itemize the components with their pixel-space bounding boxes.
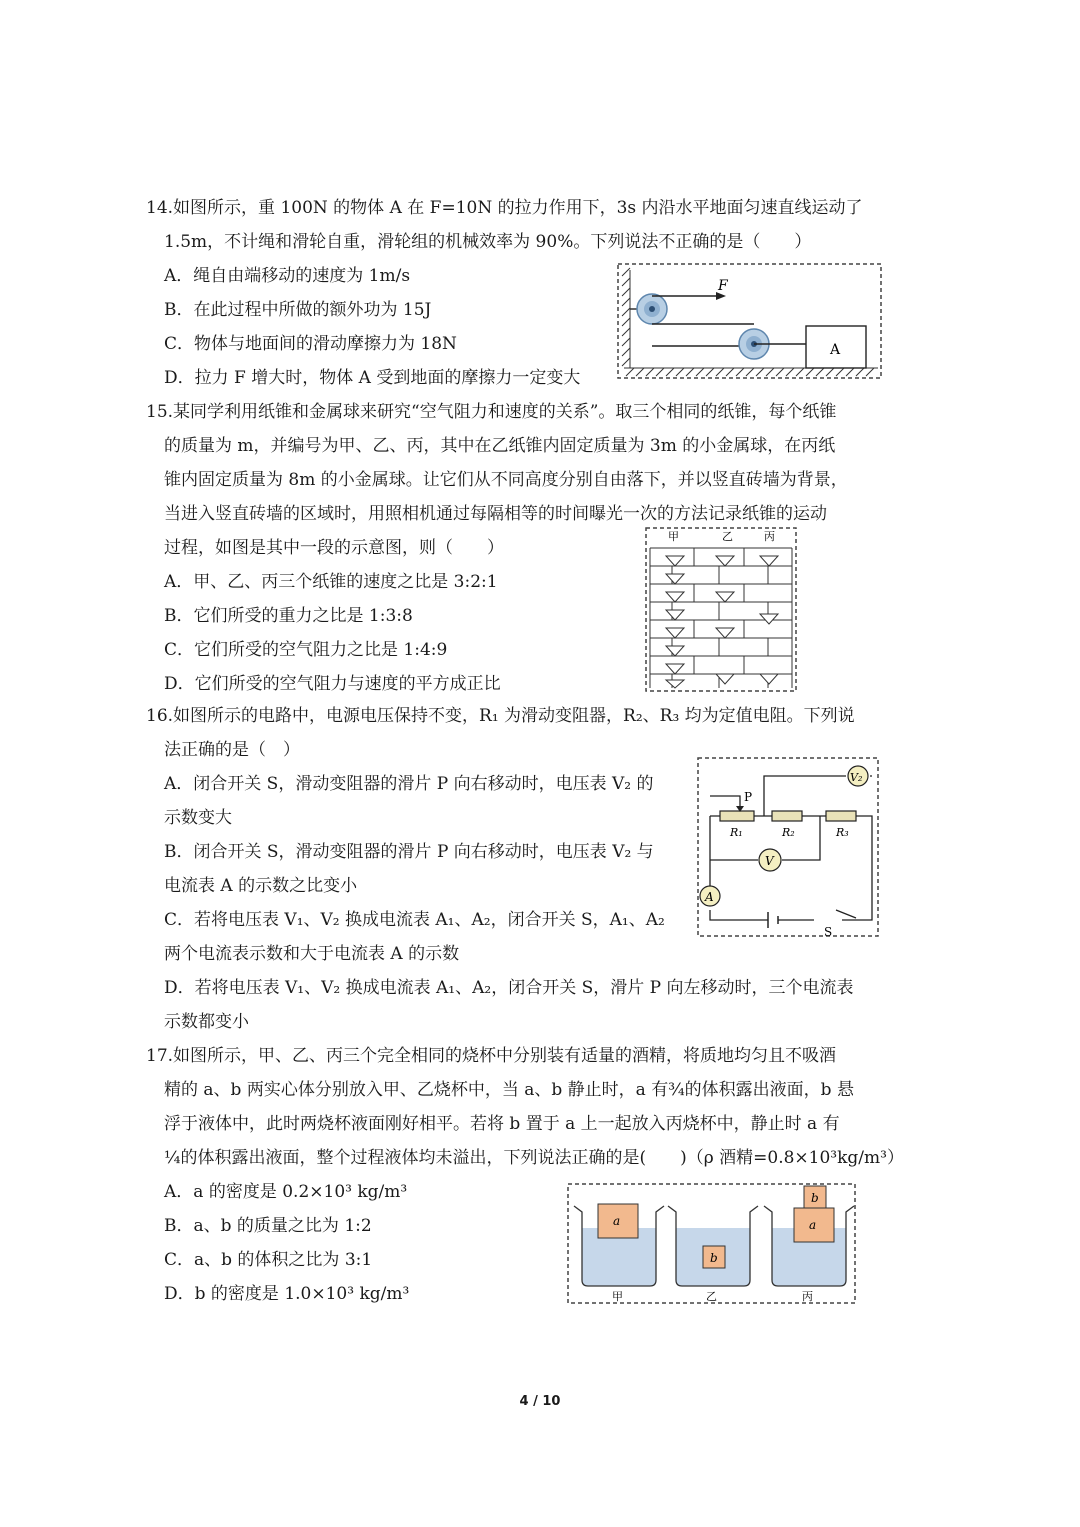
force-label: F	[718, 278, 728, 294]
resistor-r2	[772, 811, 802, 821]
q17-option-a: A．a 的密度是 0.2×10³ kg/m³	[164, 1182, 408, 1202]
q15-stem-line-3: 锥内固定质量为 8m 的小金属球。让它们从不同高度分别自由落下，并以竖直砖墙为背景，	[164, 470, 848, 490]
q17-stem-line-2: 精的 a、b 两实心体分别放入甲、乙烧杯中，当 a、b 静止时，a 有¾的体积露出液面，b 悬	[164, 1080, 854, 1100]
r3-label: R₃	[836, 826, 849, 839]
q14-stem-line-1: 14.如图所示，重 100N 的物体 A 在 F=10N 的拉力作用下，3s 内沿水平地面匀速直线运动了	[146, 198, 863, 218]
q16-option-b-line-1: B．闭合开关 S，滑动变阻器的滑片 P 向右移动时，电压表 V₂ 与	[164, 842, 654, 862]
q15-stem-line-5: 过程，如图是其中一段的示意图，则（ ）	[164, 538, 504, 558]
resistor-r1	[720, 811, 754, 821]
switch-label: S	[824, 925, 833, 939]
wall-icon	[622, 268, 630, 368]
circuit-wires	[710, 776, 872, 920]
q17-stem-line-4: ¼的体积露出液面，整个过程液体均未溢出，下列说法正确的是( )（ρ 酒精=0.8×10³kg/m³）	[164, 1148, 904, 1168]
label-bing: 丙	[764, 530, 775, 543]
q17-option-b: B．a、b 的质量之比为 1:2	[164, 1216, 372, 1236]
q17-option-c: C．a、b 的体积之比为 3:1	[164, 1250, 373, 1270]
voltmeter-v2-icon	[848, 766, 868, 786]
resistor-r3	[826, 811, 856, 821]
ground-icon	[624, 368, 878, 376]
q14-option-b: B．在此过程中所做的额外功为 15J	[164, 300, 432, 320]
q17-stem-line-3: 浮于液体中，此时两烧杯液面刚好相平。若将 b 置于 a 上一起放入丙烧杯中，静止时 a 有	[164, 1114, 840, 1134]
q15-option-b: B．它们所受的重力之比是 1:3:8	[164, 606, 413, 626]
block-b-label-yi: b	[710, 1251, 718, 1265]
cones-jia	[666, 556, 684, 688]
q15-stem-line-4: 当进入竖直砖墙的区域时，用照相机通过每隔相等的时间曝光一次的方法记录纸锥的运动	[164, 504, 827, 524]
v2-label: V₂	[850, 771, 863, 784]
q17-stem-line-1: 17.如图所示，甲、乙、丙三个完全相同的烧杯中分别装有适量的酒精，将质地均匀且不吸酒	[146, 1046, 837, 1066]
beaker-jia	[574, 1204, 664, 1303]
q16-option-d-line-1: D．若将电压表 V₁、V₂ 换成电流表 A₁、A₂，闭合开关 S，滑片 P 向左移动时，三个电流表	[164, 978, 854, 998]
q16-option-a-line-2: 示数变大	[164, 808, 232, 828]
block-a-label-jia: a	[613, 1214, 621, 1228]
block-a-label: A	[830, 342, 841, 358]
q14-option-d: D．拉力 F 增大时，物体 A 受到地面的摩擦力一定变大	[164, 368, 581, 388]
label-jia: 甲	[668, 530, 679, 543]
beaker-yi	[668, 1206, 758, 1303]
slider-p-label: P	[744, 790, 753, 804]
q15-brick-wall-figure	[644, 526, 798, 694]
q16-option-a-line-1: A．闭合开关 S，滑动变阻器的滑片 P 向右移动时，电压表 V₂ 的	[164, 774, 654, 794]
q15-option-c: C．它们所受的空气阻力之比是 1:4:9	[164, 640, 448, 660]
ammeter-label: A	[705, 890, 714, 904]
q17-option-d: D．b 的密度是 1.0×10³ kg/m³	[164, 1284, 410, 1304]
beaker-bing	[764, 1186, 854, 1303]
label-yi: 乙	[722, 530, 733, 543]
block-b-label-bing: b	[811, 1191, 819, 1205]
q16-stem-line-2: 法正确的是（ ）	[164, 740, 300, 760]
q15-option-a: A．甲、乙、丙三个纸锥的速度之比是 3:2:1	[164, 572, 498, 592]
r1-label: R₁	[730, 826, 743, 839]
q15-option-d: D．它们所受的空气阻力与速度的平方成正比	[164, 674, 501, 694]
block-a-label-bing: a	[809, 1218, 817, 1232]
q16-option-b-line-2: 电流表 A 的示数之比变小	[164, 876, 358, 896]
q14-stem-line-2: 1.5m，不计绳和滑轮自重，滑轮组的机械效率为 90%。下列说法不正确的是（ ）	[164, 232, 812, 252]
q16-option-c-line-2: 两个电流表示数和大于电流表 A 的示数	[164, 944, 460, 964]
q14-pulley-figure	[616, 262, 884, 386]
label-yi: 乙	[706, 1290, 717, 1303]
q15-stem-line-1: 15.某同学利用纸锥和金属球来研究“空气阻力和速度的关系”。取三个相同的纸锥，每个纸锥	[146, 402, 837, 422]
fixed-pulley-icon	[637, 294, 667, 324]
q17-beakers-figure	[566, 1182, 858, 1306]
label-jia: 甲	[612, 1290, 623, 1303]
q16-option-d-line-2: 示数都变小	[164, 1012, 249, 1032]
q16-stem-line-1: 16.如图所示的电路中，电源电压保持不变，R₁ 为滑动变阻器，R₂、R₃ 均为定值电阻。下列说	[146, 706, 855, 726]
voltmeter-v1-icon	[759, 849, 781, 871]
page-number: 4 / 10	[519, 1394, 561, 1409]
q14-option-a: A．绳自由端移动的速度为 1m/s	[164, 266, 411, 286]
q16-circuit-figure	[696, 756, 880, 940]
v1-label: V	[765, 854, 774, 868]
q14-option-c: C．物体与地面间的滑动摩擦力为 18N	[164, 334, 457, 354]
label-bing: 丙	[802, 1290, 813, 1303]
ammeter-a-icon	[700, 886, 720, 906]
r2-label: R₂	[782, 826, 795, 839]
battery-icon	[768, 912, 778, 928]
q16-option-c-line-1: C．若将电压表 V₁、V₂ 换成电流表 A₁、A₂，闭合开关 S，A₁、A₂	[164, 910, 665, 930]
q15-stem-line-2: 的质量为 m，并编号为甲、乙、丙，其中在乙纸锥内固定质量为 3m 的小金属球，在丙纸	[164, 436, 836, 456]
